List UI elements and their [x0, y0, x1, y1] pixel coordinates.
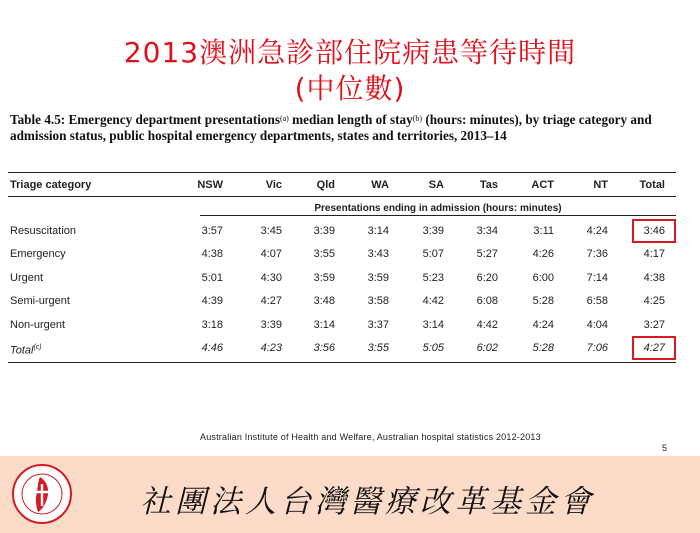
table-cell: 3:14: [422, 319, 444, 331]
col-header-triage: Triage category: [10, 179, 92, 191]
page-subtitle: (中位數): [294, 72, 406, 105]
table-cell: 4:38: [643, 272, 665, 284]
table-bottom-rule: [8, 362, 676, 363]
table-cell: 7:06: [586, 342, 608, 354]
table-cell: 7:36: [586, 248, 608, 260]
table-cell: 3:55: [313, 248, 335, 260]
table-cell: 4:38: [201, 248, 223, 260]
table-top-rule: [8, 172, 676, 173]
source-citation: Australian Institute of Health and Welfare, Australian hospital statistics 2012-2013: [200, 432, 541, 442]
table-cell: 3:39: [422, 225, 444, 237]
table-cell: 3:14: [367, 225, 389, 237]
subheading-rule: [200, 215, 676, 216]
table-cell: 3:14: [313, 319, 335, 331]
table-cell: 5:28: [532, 295, 554, 307]
col-header-tas: Tas: [479, 179, 498, 191]
table-cell: 6:02: [476, 342, 498, 354]
table-cell: 4:24: [532, 319, 554, 331]
foundation-name: 社團法人台灣醫療改革基金會: [140, 484, 595, 520]
table-cell: 4:27: [260, 295, 282, 307]
table-cell: 4:42: [476, 319, 498, 331]
table-cell: 4:04: [586, 319, 608, 331]
page-title: 2013澳洲急診部住院病患等待時間: [123, 36, 577, 69]
table-cell: 6:00: [532, 272, 554, 284]
table-cell: 3:59: [367, 272, 389, 284]
col-header-wa: WA: [371, 179, 389, 191]
table-cell: 3:57: [201, 225, 223, 237]
table-cell: 6:58: [586, 295, 608, 307]
table-cell: 3:34: [476, 225, 498, 237]
col-header-sa: SA: [428, 179, 444, 191]
table-cell: 4:27: [643, 342, 665, 354]
table-cell: 4:42: [422, 295, 444, 307]
table-header-rule: [8, 196, 676, 197]
table-cell: 4:23: [260, 342, 282, 354]
table-cell: 3:59: [313, 272, 335, 284]
col-header-nsw: NSW: [197, 179, 223, 191]
table-cell: 4:25: [643, 295, 665, 307]
highlight-box: [632, 219, 676, 243]
table-cell: 3:43: [367, 248, 389, 260]
table-cell: 5:01: [201, 272, 223, 284]
table-cell: 4:07: [260, 248, 282, 260]
table-cell: 3:39: [313, 225, 335, 237]
row-label: Semi-urgent: [10, 295, 70, 307]
row-label: Non-urgent: [10, 319, 66, 331]
table-cell: 4:17: [643, 248, 665, 260]
col-header-nt: NT: [593, 179, 608, 191]
table-cell: 6:20: [476, 272, 498, 284]
col-header-qld: Qld: [316, 179, 335, 191]
table-cell: 4:46: [201, 342, 223, 354]
table-cell: 3:39: [260, 319, 282, 331]
row-label: Total$^{(c)}$: [10, 344, 42, 357]
table-subheading: Presentations ending in admission (hours: minutes): [314, 203, 562, 214]
table-cell: 5:28: [532, 342, 554, 354]
table-cell: 4:24: [586, 225, 608, 237]
highlight-box: [632, 336, 676, 360]
row-label: Emergency: [10, 248, 66, 260]
table-caption: Table 4.5: Emergency department presentations$^{(a)}$ median length of stay$^{(b)}$ (hours: minutes), by triage category and admission status, public hospital emergency departments, states and territories, 2013–14: [10, 112, 652, 143]
foundation-logo-icon: [10, 462, 74, 526]
table-cell: 4:30: [260, 272, 282, 284]
row-label: Resuscitation: [10, 225, 77, 237]
table-cell: 3:37: [367, 319, 389, 331]
table-cell: 3:46: [643, 225, 665, 237]
table-cell: 3:45: [260, 225, 282, 237]
table-cell: 3:27: [643, 319, 665, 331]
table-cell: 7:14: [586, 272, 608, 284]
table-cell: 5:05: [422, 342, 444, 354]
table-cell: 6:08: [476, 295, 498, 307]
table-cell: 4:39: [201, 295, 223, 307]
table-cell: 3:18: [201, 319, 223, 331]
col-header-act: ACT: [531, 179, 554, 191]
table-cell: 3:48: [313, 295, 335, 307]
table-cell: 5:07: [422, 248, 444, 260]
table-cell: 5:23: [422, 272, 444, 284]
table-cell: 3:55: [367, 342, 389, 354]
table-cell: 3:58: [367, 295, 389, 307]
row-label: Urgent: [10, 272, 44, 284]
table-cell: 5:27: [476, 248, 498, 260]
col-header-vic: Vic: [265, 179, 282, 191]
table-cell: 4:26: [532, 248, 554, 260]
col-header-total: Total: [639, 179, 665, 191]
table-cell: 3:11: [533, 225, 554, 237]
page-number: 5: [662, 443, 668, 453]
table-cell: 3:56: [313, 342, 335, 354]
